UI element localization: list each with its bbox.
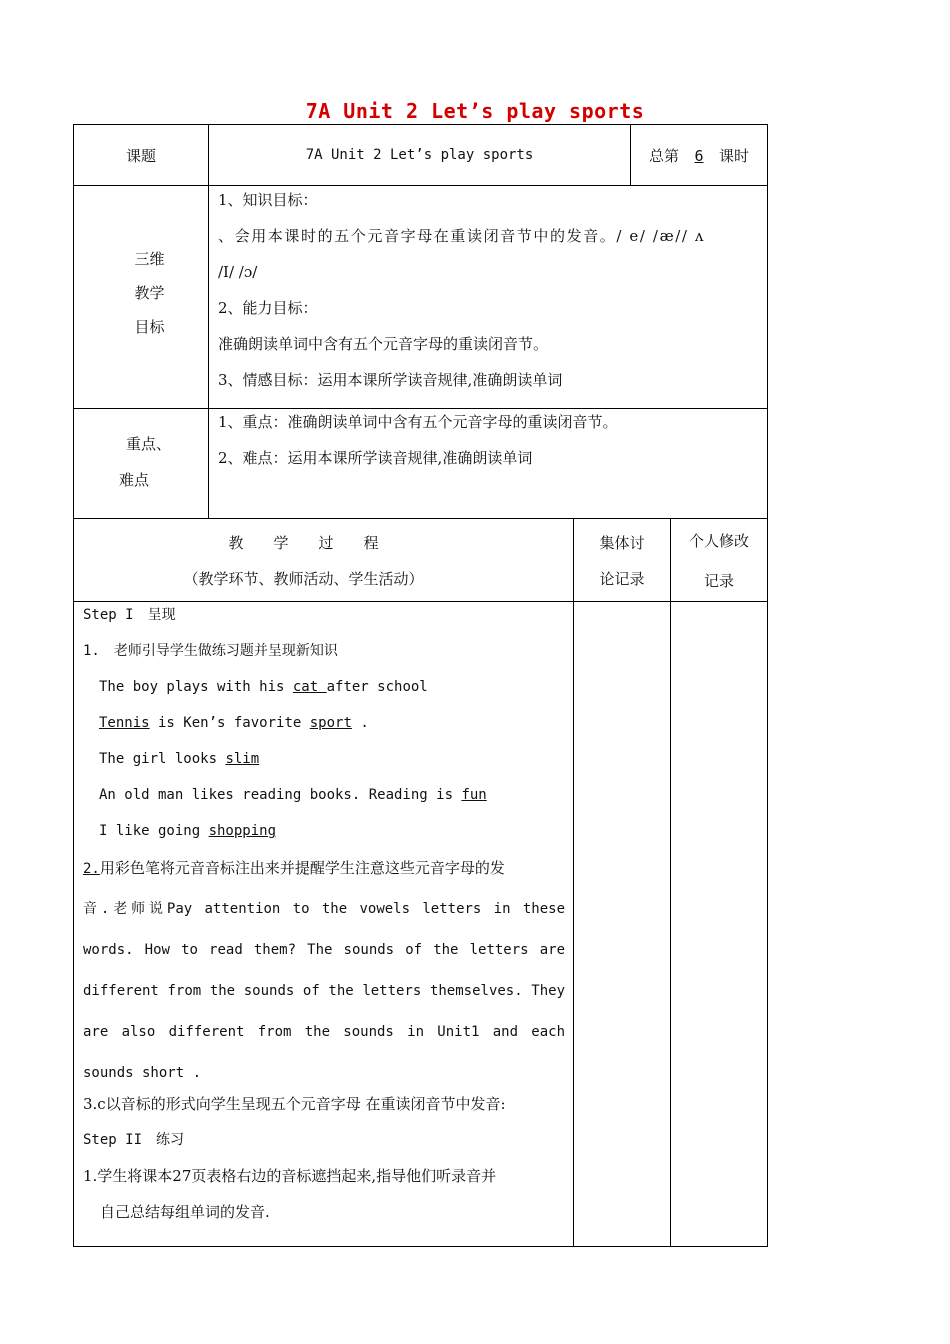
process-content-cell	[74, 602, 574, 1247]
group-notes-content-cell	[574, 602, 671, 1247]
step-1-heading: Step I 呈现	[83, 607, 176, 623]
sentence-text: The girl looks	[99, 751, 226, 767]
item-2-paragraph	[83, 855, 565, 1092]
lesson-count-prefix: 总第	[649, 146, 680, 165]
item-2-line: sounds short .	[83, 1065, 202, 1081]
item-4-line: 1.学生将课本27页表格右边的音标遮挡起来,指导他们听录音并	[83, 1167, 497, 1185]
underlined-word: Tennis	[99, 715, 150, 731]
keypoint-line: 2、难点：运用本课所学读音规律,准确朗读单词	[218, 449, 533, 467]
lesson-count-cell	[631, 125, 768, 186]
lesson-count-suffix: 课时	[719, 146, 750, 165]
objective-line: 、会用本课时的五个元音字母在重读闭音节中的发音。/ e/ /æ// ʌ	[218, 227, 706, 245]
objectives-label-line: 三维	[134, 250, 165, 268]
item-2-line: words. How to read them? The sounds of the letters are	[83, 942, 565, 958]
item-2-line: are also different from the sounds in Unit1 and each	[83, 1024, 565, 1040]
objectives-label-cell	[74, 186, 209, 409]
lesson-plan-table	[73, 124, 768, 1247]
personal-edit-line: 记录	[704, 572, 735, 590]
item-4-line: 自己总结每组单词的发音.	[100, 1203, 270, 1221]
item-2-line: 音.老师说Pay attention to the vowels letters in these	[83, 901, 565, 917]
underlined-word: fun	[461, 787, 487, 803]
objective-line: 准确朗读单词中含有五个元音字母的重读闭音节。	[218, 335, 549, 353]
item-2-number: 2.	[83, 861, 100, 877]
keypoints-label-cell	[74, 409, 209, 519]
topic-label-cell	[74, 125, 209, 186]
item-3: 3.c以音标的形式向学生呈现五个元音字母 在重读闭音节中发音:	[83, 1095, 506, 1113]
group-notes-header	[574, 519, 670, 597]
example-sentence	[83, 675, 565, 711]
example-sentence	[83, 747, 565, 783]
sentence-text: I like going	[99, 823, 209, 839]
underlined-word: cat	[292, 679, 327, 695]
group-notes-line: 论记录	[599, 570, 645, 588]
personal-edit-line: 个人修改	[689, 532, 750, 550]
sentence-text: .	[351, 715, 369, 731]
sentence-text: after school	[326, 679, 428, 695]
personal-edit-header-cell	[671, 519, 768, 602]
item-1: 1. 老师引导学生做练习题并呈现新知识	[83, 643, 338, 659]
example-sentence	[83, 711, 565, 747]
keypoints-content-cell	[209, 409, 768, 519]
keypoint-line: 1、重点：准确朗读单词中含有五个元音字母的重读闭音节。	[218, 413, 618, 431]
objectives-content-cell	[209, 186, 768, 409]
process-header-cell	[74, 519, 574, 602]
objective-line: /I/ /ɔ/	[218, 263, 258, 281]
lesson-count-number: 6	[694, 146, 704, 165]
underlined-word: slim	[225, 751, 260, 767]
underlined-word: sport	[309, 715, 352, 731]
page-title: 7A Unit 2 Let’s play sports	[305, 99, 645, 123]
sentence-text: is Ken’s favorite	[149, 715, 310, 731]
group-notes-line: 集体讨	[599, 534, 645, 552]
keypoints-label-line: 难点	[119, 470, 150, 489]
item-2-line: different from the sounds of the letters themselves. They	[83, 983, 565, 999]
step-2-heading: Step II 练习	[83, 1132, 185, 1148]
underlined-word: shopping	[208, 823, 277, 839]
item-2-line	[83, 855, 565, 896]
keypoints-row	[74, 409, 768, 519]
objective-line: 2、能力目标：	[218, 299, 318, 317]
personal-edit-content-cell	[671, 602, 768, 1247]
objective-line: 3、情感目标：运用本课所学读音规律,准确朗读单词	[218, 371, 563, 389]
objectives-label-line: 教学	[134, 284, 165, 302]
topic-label: 课题	[125, 146, 156, 165]
example-sentence	[83, 783, 565, 819]
objectives-label-line: 目标	[134, 318, 165, 336]
objective-line: 1、知识目标：	[218, 191, 318, 209]
topic-value: 7A Unit 2 Let’s play sports	[305, 147, 534, 163]
process-header-row	[74, 519, 768, 602]
keypoints-label-line: 重点、	[126, 434, 172, 453]
process-title: 教 学 过 程	[228, 534, 379, 552]
sentence-text: An old man likes reading books. Reading is	[99, 787, 462, 803]
topic-row	[74, 125, 768, 186]
sentence-text: The boy plays with his	[99, 679, 293, 695]
process-content-row	[74, 602, 768, 1247]
process-subtitle: （教学环节、教师活动、学生活动）	[183, 570, 424, 588]
item-2-text: 用彩色笔将元音音标注出来并提醒学生注意这些元音字母的发	[99, 859, 505, 877]
objectives-row	[74, 186, 768, 409]
group-notes-header-cell	[574, 519, 671, 602]
example-sentence	[83, 819, 565, 855]
topic-value-cell	[209, 125, 631, 186]
